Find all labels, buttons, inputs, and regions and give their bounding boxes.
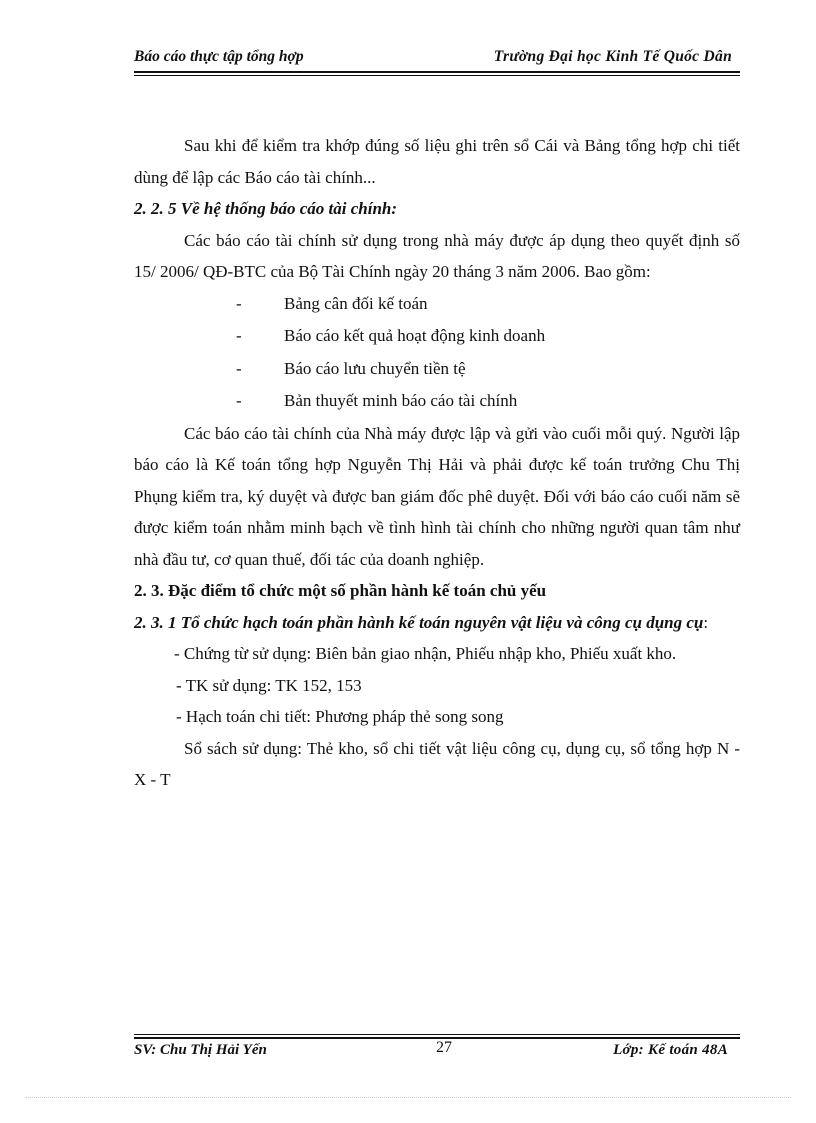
bullet-dash: - [236,358,242,378]
page-edge-divider [25,1097,791,1098]
heading-2-3-1 [134,607,740,639]
footer-class-name: Lớp: Kế toán 48A [613,1042,728,1058]
footer-rule-thin [134,1034,740,1035]
heading-2-3-1-colon: : [703,612,709,632]
paragraph-report-system: Các báo cáo tài chính sử dụng trong nhà máy được áp dụng theo quyết định số 15/ 2006/ QĐ-BTC của Bộ Tài Chính ngày 20 tháng 3 năm 2006. Bao gồm: [134,230,740,281]
header-rule-thick [134,71,740,73]
bullet-text: Bản thuyết minh báo cáo tài chính [284,391,518,410]
paragraph-report-process: Các báo cáo tài chính của Nhà máy được lập và gửi vào cuối mỗi quý. Người lập báo cáo là Kế toán tổng hợp Nguyễn Thị Hải và phải được kế toán trưởng Chu Thị Phụng kiểm tra, ký duyệt và được ban giám đốc phê duyệt. Đối với báo cáo cuối năm sẽ được kiểm toán nhằm minh bạch về tình hình tài chính cho những người quan tâm như nhà đầu tư, cơ quan thuế, đối tác của doanh nghiệp. [134,423,740,569]
bullet-dash: - [236,293,242,313]
bullet-text: Báo cáo lưu chuyển tiền tệ [284,358,466,378]
bullet-dash: - [236,391,242,410]
page-body [134,130,740,796]
footer-student-name: SV: Chu Thị Hải Yến [134,1042,267,1058]
header-right-title: Trường Đại học Kinh Tế Quốc Dân [493,48,732,65]
heading-2-3: 2. 3. Đặc điểm tổ chức một số phần hành kế toán chủ yếu [134,581,547,600]
header-left-title: Báo cáo thực tập tổng hợp [134,48,304,65]
header-rule-thin [134,75,740,76]
heading-2-3-1-text: 2. 3. 1 Tổ chức hạch toán phần hành kế toán nguyên vật liệu và công cụ dụng cụ [134,612,704,632]
bullet-text: Bảng cân đối kế toán [284,293,428,313]
list-item: - Chứng từ sử dụng: Biên bản giao nhận, Phiếu nhập kho, Phiếu xuất kho. [174,644,677,663]
page-header [134,46,740,68]
page-footer [134,1041,740,1061]
page-number: 27 [436,1039,452,1056]
paragraph-intro: Sau khi để kiểm tra khớp đúng số liệu ghi trên sổ Cái và Bảng tổng hợp chi tiết dùng để lập các Báo cáo tài chính... [134,136,740,187]
list-item [134,288,740,321]
bullet-dash: - [236,326,242,345]
bullet-text: Báo cáo kết quả hoạt động kinh doanh [284,326,546,345]
list-item [134,353,740,386]
list-item [134,320,740,353]
paragraph-books: Sổ sách sử dụng: Thẻ kho, sổ chi tiết vật liệu công cụ, dụng cụ, sổ tổng hợp N - X - T [134,738,740,789]
heading-2-2-5: 2. 2. 5 Về hệ thống báo cáo tài chính: [134,199,398,218]
list-item: - TK sử dụng: TK 152, 153 [176,675,362,695]
list-item [134,385,740,418]
list-item: - Hạch toán chi tiết: Phương pháp thẻ song song [176,707,504,726]
